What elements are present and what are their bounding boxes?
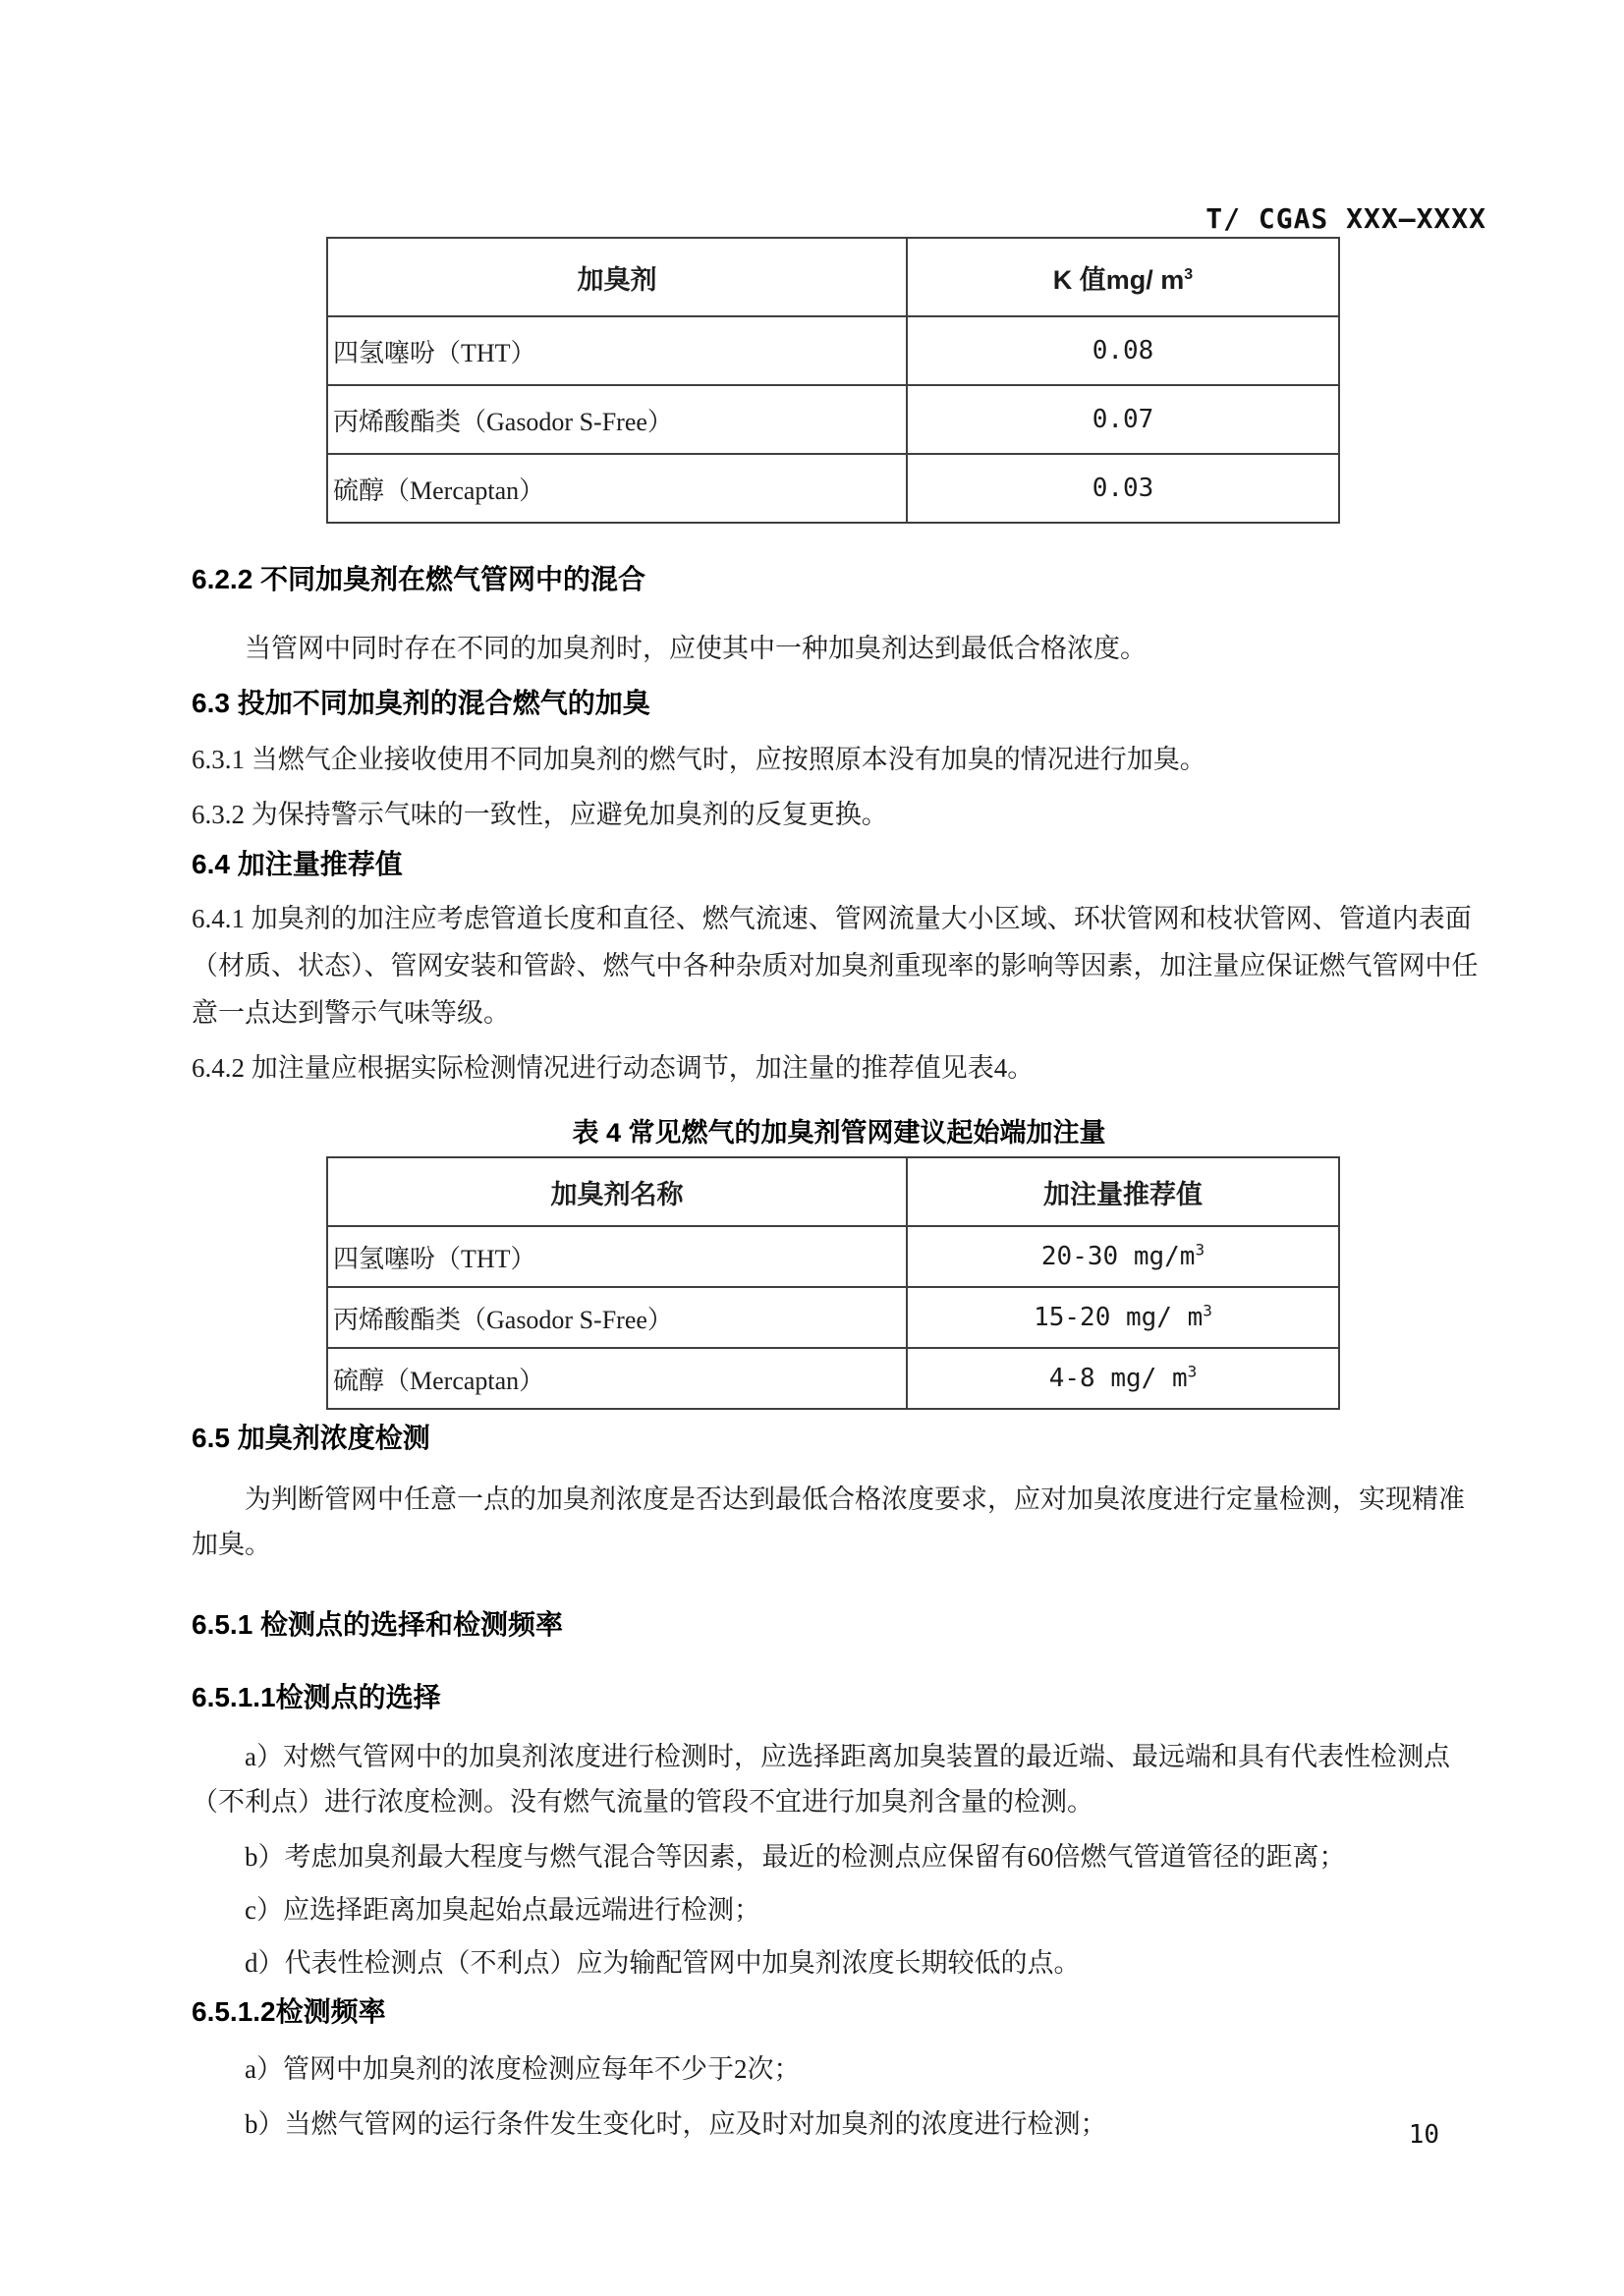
table-row — [327, 1348, 1339, 1409]
section-heading-6-3: 6.3 投加不同加臭剂的混合燃气的加臭 — [192, 688, 650, 718]
list-item-a: a）对燃气管网中的加臭剂浓度进行检测时，应选择距离加臭装置的最近端、最远端和具有代表性检测点（不利点）进行浓度检测。没有燃气流量的管段不宜进行加臭剂含量的检测。 — [192, 1742, 1450, 1817]
clause-6-4-2: 6.4.2 加注量应根据实际检测情况进行动态调节，加注量的推荐值见表4。 — [192, 1053, 1035, 1083]
dose-value-base: 15-20 mg/ m — [1034, 1303, 1204, 1332]
odorant-name-cell: 丙烯酸酯类（Gasodor S-Free） — [327, 1287, 907, 1348]
dose-value-cell — [907, 1287, 1339, 1348]
dose-value-cell — [907, 1348, 1339, 1409]
doc-header-code: T/ CGAS XXX—XXXX — [1205, 202, 1486, 235]
k-value-cell: 0.07 — [907, 385, 1339, 454]
odorant-name-cell: 硫醇（Mercaptan） — [327, 454, 907, 523]
odorant-name-cell: 硫醇（Mercaptan） — [327, 1348, 907, 1409]
dose-value-base: 20-30 mg/m — [1040, 1242, 1196, 1271]
k-unit-superscript: 3 — [1184, 265, 1194, 283]
list-item-a: a）管网中加臭剂的浓度检测应每年不少于2次； — [245, 2054, 801, 2084]
section-heading-6-5-1: 6.5.1 检测点的选择和检测频率 — [192, 1609, 564, 1640]
section-heading-6-5-1-1: 6.5.1.1检测点的选择 — [192, 1682, 441, 1712]
column-header-k-value — [907, 238, 1339, 316]
clause-6-3-2: 6.3.2 为保持警示气味的一致性，应避免加臭剂的反复更换。 — [192, 800, 888, 829]
table-header-row — [327, 238, 1339, 316]
column-header-odorant: 加臭剂 — [327, 238, 907, 316]
clause-6-3-1: 6.3.1 当燃气企业接收使用不同加臭剂的燃气时，应按照原本没有加臭的情况进行加臭。 — [192, 745, 1206, 774]
section-heading-6-5-1-2: 6.5.1.2检测频率 — [192, 1996, 386, 2027]
table-row — [327, 1287, 1339, 1348]
column-header-odorant-name: 加臭剂名称 — [327, 1157, 907, 1226]
dose-unit-superscript: 3 — [1187, 1362, 1198, 1381]
paragraph-6-2-2: 当管网中同时存在不同的加臭剂时，应使其中一种加臭剂达到最低合格浓度。 — [245, 634, 1147, 663]
page-number: 10 — [1408, 2120, 1439, 2150]
k-value-cell: 0.03 — [907, 454, 1339, 523]
dose-unit-superscript: 3 — [1195, 1240, 1205, 1260]
table-row — [327, 454, 1339, 523]
dose-unit-superscript: 3 — [1203, 1301, 1212, 1320]
list-item-b: b）考虑加臭剂最大程度与燃气混合等因素，最近的检测点应保留有60倍燃气管道管径的距离； — [245, 1842, 1346, 1872]
column-header-dose-value: 加注量推荐值 — [907, 1157, 1339, 1226]
k-value-cell: 0.08 — [907, 316, 1339, 385]
clause-6-4-1: 6.4.1 加臭剂的加注应考虑管道长度和直径、燃气流速、管网流量大小区域、环状管网和枝状管网、管道内表面（材质、状态）、管网安装和管龄、燃气中各种杂质对加臭剂重现率的影响等因素，加注量应保证燃气管网中任意一点达到警示气味等级。 — [192, 904, 1479, 1028]
k-unit-base: K 值mg/ m — [1052, 264, 1185, 295]
k-value-table — [326, 237, 1340, 524]
paragraph-6-5: 为判断管网中任意一点的加臭剂浓度是否达到最低合格浓度要求，应对加臭浓度进行定量检测，实现精准加臭。 — [192, 1484, 1465, 1559]
odorant-name-cell: 丙烯酸酯类（Gasodor S-Free） — [327, 385, 907, 454]
table-row — [327, 385, 1339, 454]
section-heading-6-2-2: 6.2.2 不同加臭剂在燃气管网中的混合 — [192, 564, 646, 594]
odorant-name-cell: 四氢噻吩（THT） — [327, 1226, 907, 1287]
list-item-c: c）应选择距离加臭起始点最远端进行检测； — [245, 1895, 760, 1925]
section-heading-6-4: 6.4 加注量推荐值 — [192, 849, 403, 879]
section-heading-6-5: 6.5 加臭剂浓度检测 — [192, 1423, 430, 1453]
dose-recommendation-table — [326, 1156, 1340, 1410]
dose-value-base: 4-8 mg/ m — [1048, 1364, 1188, 1393]
table-row — [327, 316, 1339, 385]
table-header-row — [327, 1157, 1339, 1226]
odorant-name-cell: 四氢噻吩（THT） — [327, 316, 907, 385]
dose-value-cell — [907, 1226, 1339, 1287]
table-row — [327, 1226, 1339, 1287]
table-4-caption: 表 4 常见燃气的加臭剂管网建议起始端加注量 — [572, 1118, 1106, 1148]
list-item-b: b）当燃气管网的运行条件发生变化时，应及时对加臭剂的浓度进行检测； — [245, 2109, 1107, 2139]
list-item-d: d）代表性检测点（不利点）应为输配管网中加臭剂浓度长期较低的点。 — [245, 1948, 1081, 1978]
